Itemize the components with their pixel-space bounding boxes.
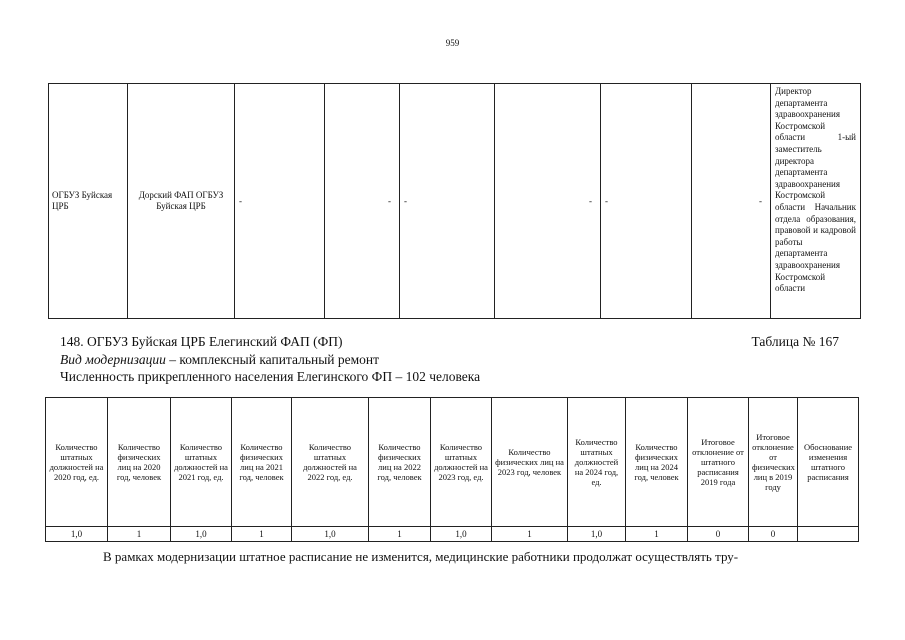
- table-header-row: [46, 398, 859, 527]
- table-cell: 1: [369, 527, 431, 542]
- dash-cell: -: [692, 84, 771, 319]
- table-cell: 1,0: [568, 527, 626, 542]
- column-header: Количество физических лиц на 2022 год, человек: [369, 398, 431, 527]
- column-header: Количество физических лиц на 2020 год, человек: [108, 398, 171, 527]
- table-cell: 1: [232, 527, 292, 542]
- dash-cell: -: [495, 84, 601, 319]
- table-cell: 1: [108, 527, 171, 542]
- table-cell: 1,0: [46, 527, 108, 542]
- section-title: 148. ОГБУЗ Буйская ЦРБ Елегинский ФАП (ФП): [60, 334, 343, 349]
- column-header: Обоснование изменения штатного расписания: [798, 398, 859, 527]
- table-cell: 1: [492, 527, 568, 542]
- column-header: Количество штатных должностей на 2024 год, ед.: [568, 398, 626, 527]
- population-line: Численность прикрепленного населения Елегинского ФП – 102 человека: [60, 369, 481, 384]
- table-cell: 0: [749, 527, 798, 542]
- column-header: Количество физических лиц на 2021 год, человек: [232, 398, 292, 527]
- column-header: Количество штатных должностей на 2020 год, ед.: [46, 398, 108, 527]
- table-number: Таблица № 167: [751, 334, 839, 349]
- column-header: Итоговое отклонение от штатного расписания 2019 года: [688, 398, 749, 527]
- table-cell: [798, 527, 859, 542]
- staffing-table: [45, 397, 859, 542]
- modernization-line: [60, 351, 379, 368]
- approvers-cell: Директор департамента здравоохранения Костромской области 1-ый заместитель директора департамента здравоохранения Костромской области Начальник отдела образования, правовой и кадровой работы департамента здравоохранения Костромской области: [771, 84, 861, 319]
- table-cell: 1,0: [292, 527, 369, 542]
- table-cell: 1: [626, 527, 688, 542]
- top-table: [48, 83, 861, 319]
- table-cell: 0: [688, 527, 749, 542]
- table-cell: 1,0: [431, 527, 492, 542]
- unit-cell: Дорский ФАП ОГБУЗ Буйская ЦРБ: [128, 84, 235, 319]
- column-header: Количество физических лиц на 2024 год, человек: [626, 398, 688, 527]
- table-row: [46, 527, 859, 542]
- institution-cell: ОГБУЗ Буйская ЦРБ: [49, 84, 128, 319]
- table-cell: 1,0: [171, 527, 232, 542]
- dash-cell: -: [235, 84, 325, 319]
- page-number: 959: [445, 38, 460, 48]
- dash-cell: -: [400, 84, 495, 319]
- dash-cell: -: [325, 84, 400, 319]
- column-header: Итоговое отклонение от физических лиц в 2019 году: [749, 398, 798, 527]
- modernization-value: – комплексный капитальный ремонт: [165, 352, 380, 367]
- column-header: Количество штатных должностей на 2021 год, ед.: [171, 398, 232, 527]
- dash-cell: -: [601, 84, 692, 319]
- column-header: Количество штатных должностей на 2023 год, ед.: [431, 398, 492, 527]
- column-header: Количество штатных должностей на 2022 год, ед.: [292, 398, 369, 527]
- modernization-label: Вид модернизации: [60, 352, 166, 367]
- column-header: Количество физических лиц на 2023 год, человек: [492, 398, 568, 527]
- body-paragraph: В рамках модернизации штатное расписание не изменится, медицинские работники продолжат осуществлять тру-: [103, 549, 739, 564]
